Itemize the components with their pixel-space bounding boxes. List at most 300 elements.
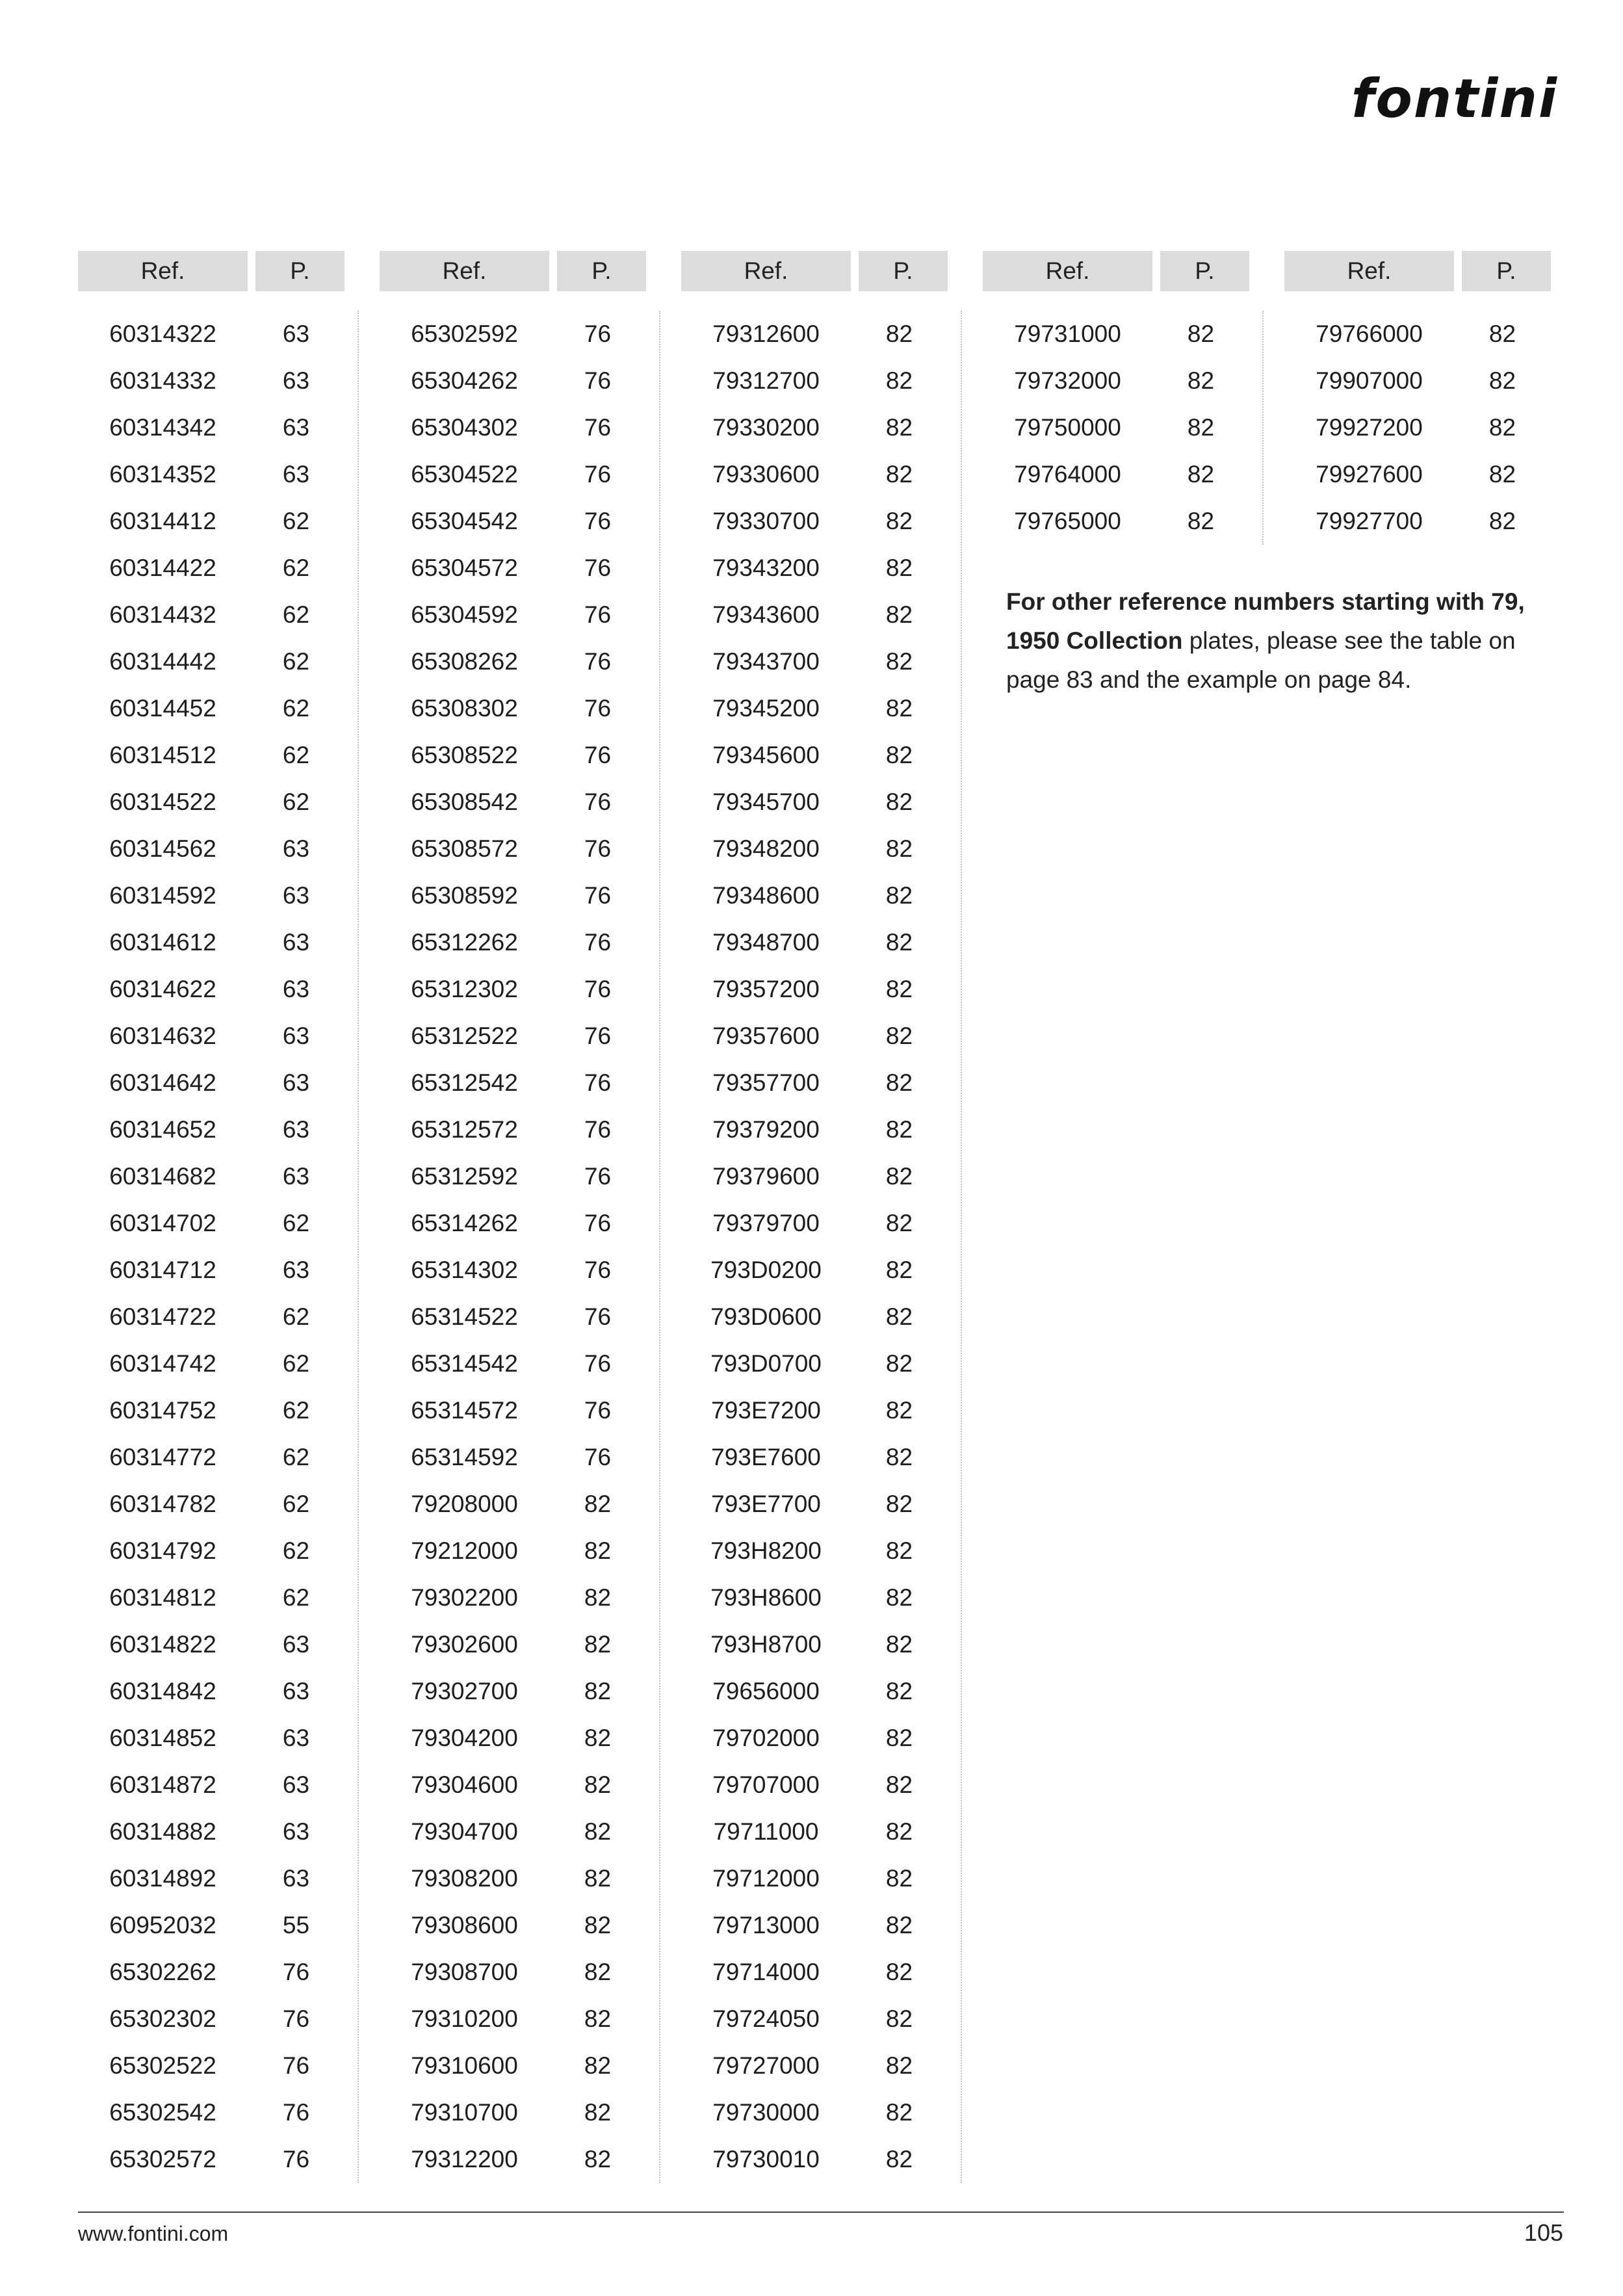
ref-number: 60314422 (109, 554, 216, 581)
ref-number: 60314752 (109, 1397, 216, 1424)
table-row (78, 685, 344, 732)
ref-number: 79330700 (712, 508, 820, 534)
table-row (681, 2042, 948, 2089)
table-header (380, 251, 646, 291)
page-ref: 63 (282, 929, 310, 956)
ref-number: 60314792 (109, 1537, 216, 1564)
ref-number: 79308700 (411, 1959, 518, 1985)
table-row (380, 1481, 646, 1528)
page-ref: 82 (885, 882, 913, 909)
ref-number: 79302600 (411, 1631, 518, 1658)
header-page: P. (557, 251, 646, 291)
table-row (681, 732, 948, 779)
table-row (78, 1060, 344, 1106)
page-ref: 82 (1187, 508, 1215, 534)
table-row (681, 1574, 948, 1621)
table-row (681, 1013, 948, 1060)
ref-number: 60314722 (109, 1303, 216, 1330)
table-row (380, 358, 646, 404)
ref-number: 79343600 (712, 601, 820, 628)
ref-number: 79766000 (1316, 320, 1423, 347)
page-ref: 82 (885, 1257, 913, 1283)
table-body (983, 311, 1249, 545)
header-ref: Ref. (681, 251, 851, 291)
page-ref: 76 (584, 1210, 612, 1236)
page-ref: 82 (584, 1771, 612, 1798)
page-ref: 76 (584, 1257, 612, 1283)
ref-number: 60314432 (109, 601, 216, 628)
ref-number: 79310700 (411, 2099, 518, 2126)
ref-number: 60314322 (109, 320, 216, 347)
table-row (1284, 498, 1551, 545)
table-body (380, 311, 646, 2183)
ref-number: 65304572 (411, 554, 518, 581)
page-ref: 82 (885, 789, 913, 815)
table-row (681, 966, 948, 1013)
page-ref: 82 (584, 2052, 612, 2079)
page-number: 105 (1524, 2219, 1563, 2246)
ref-number: 60314742 (109, 1350, 216, 1377)
header-page: P. (1160, 251, 1249, 291)
ref-number: 65302522 (109, 2052, 216, 2079)
table-row (681, 1715, 948, 1762)
page-ref: 62 (282, 1303, 310, 1330)
ref-number: 65302572 (109, 2146, 216, 2172)
page-ref: 76 (282, 2146, 310, 2172)
ref-number: 79713000 (712, 1912, 820, 1938)
table-row (681, 545, 948, 592)
table-row (380, 1855, 646, 1902)
table-row (380, 1387, 646, 1434)
ref-number: 79208000 (411, 1491, 518, 1517)
ref-number: 793D0600 (710, 1303, 822, 1330)
table-row (983, 311, 1249, 358)
table-row (983, 498, 1249, 545)
page-ref: 76 (584, 1350, 612, 1377)
table-row (380, 1668, 646, 1715)
page-ref: 63 (282, 461, 310, 488)
table-row (681, 685, 948, 732)
ref-number: 60314442 (109, 648, 216, 675)
page-ref: 76 (584, 1023, 612, 1049)
page-ref: 82 (885, 1069, 913, 1096)
table-row (380, 1434, 646, 1481)
page-ref: 76 (584, 929, 612, 956)
table-row (380, 2136, 646, 2183)
page-ref: 62 (282, 695, 310, 722)
table-row (78, 2042, 344, 2089)
ref-number: 65304302 (411, 414, 518, 441)
page-ref: 82 (584, 1491, 612, 1517)
table-row (380, 872, 646, 919)
ref-number: 65314522 (411, 1303, 518, 1330)
table-row (78, 1668, 344, 1715)
page-ref: 82 (1187, 367, 1215, 394)
table-row (380, 1902, 646, 1949)
table-row (78, 1574, 344, 1621)
table-row (681, 872, 948, 919)
ref-number: 79343200 (712, 554, 820, 581)
ref-number: 60314562 (109, 835, 216, 862)
page-ref: 82 (885, 1537, 913, 1564)
table-row (78, 404, 344, 451)
table-row (78, 1340, 344, 1387)
table-row (681, 1340, 948, 1387)
table-row (681, 1060, 948, 1106)
ref-number: 65314542 (411, 1350, 518, 1377)
table-row (681, 498, 948, 545)
ref-column-3 (681, 251, 948, 2183)
ref-number: 65312262 (411, 929, 518, 956)
table-row (380, 732, 646, 779)
page-ref: 82 (1187, 320, 1215, 347)
ref-number: 60314892 (109, 1865, 216, 1892)
table-header (983, 251, 1249, 291)
table-row (78, 1762, 344, 1808)
table-row (78, 966, 344, 1013)
page-ref: 63 (282, 1865, 310, 1892)
page-ref: 82 (885, 1631, 913, 1658)
page-ref: 62 (282, 789, 310, 815)
ref-number: 60314522 (109, 789, 216, 815)
ref-number: 60314642 (109, 1069, 216, 1096)
ref-number: 79750000 (1014, 414, 1121, 441)
page-ref: 82 (885, 2099, 913, 2126)
page-ref: 82 (885, 1116, 913, 1143)
ref-column-2 (380, 251, 646, 2183)
ref-number: 60314412 (109, 508, 216, 534)
ref-number: 79379200 (712, 1116, 820, 1143)
page-ref: 76 (584, 1397, 612, 1424)
table-row (380, 592, 646, 638)
header-ref: Ref. (380, 251, 549, 291)
page-ref: 62 (282, 1444, 310, 1470)
ref-number: 79304700 (411, 1818, 518, 1845)
ref-number: 793H8200 (710, 1537, 822, 1564)
ref-number: 65314262 (411, 1210, 518, 1236)
page-ref: 55 (282, 1912, 310, 1938)
page-ref: 76 (584, 882, 612, 909)
table-row (380, 1621, 646, 1668)
page-ref: 82 (885, 1023, 913, 1049)
page-ref: 62 (282, 1537, 310, 1564)
table-row (681, 311, 948, 358)
ref-number: 79348600 (712, 882, 820, 909)
table-row (681, 1949, 948, 1996)
ref-number: 79927200 (1316, 414, 1423, 441)
header-page: P. (859, 251, 948, 291)
page-ref: 82 (885, 1350, 913, 1377)
ref-number: 793E7600 (711, 1444, 821, 1470)
page-ref: 82 (584, 1959, 612, 1985)
table-row (380, 498, 646, 545)
ref-number: 79656000 (712, 1678, 820, 1704)
table-row (380, 1200, 646, 1247)
ref-number: 60314702 (109, 1210, 216, 1236)
ref-number: 79302700 (411, 1678, 518, 1704)
page-ref: 82 (584, 2005, 612, 2032)
page-ref: 82 (584, 1912, 612, 1938)
page-ref: 82 (584, 2099, 612, 2126)
ref-number: 65304542 (411, 508, 518, 534)
ref-number: 65312572 (411, 1116, 518, 1143)
ref-number: 79357200 (712, 976, 820, 1002)
ref-number: 79330600 (712, 461, 820, 488)
ref-number: 79212000 (411, 1537, 518, 1564)
table-row (380, 1106, 646, 1153)
ref-number: 60314652 (109, 1116, 216, 1143)
footer-url[interactable]: www.fontini.com (78, 2222, 229, 2245)
table-row (78, 1106, 344, 1153)
table-row (681, 2089, 948, 2136)
page-ref: 82 (885, 1584, 913, 1611)
brand-logo: fontini (1351, 68, 1558, 130)
ref-number: 65302262 (109, 1959, 216, 1985)
table-row (380, 919, 646, 966)
table-row (78, 2136, 344, 2183)
ref-number: 79345200 (712, 695, 820, 722)
ref-number: 79312600 (712, 320, 820, 347)
ref-number: 60314852 (109, 1725, 216, 1751)
table-row (681, 1996, 948, 2042)
table-row (78, 1013, 344, 1060)
table-row (681, 1621, 948, 1668)
table-row (78, 1996, 344, 2042)
table-row (380, 2089, 646, 2136)
table-body (78, 311, 344, 2183)
ref-number: 793D0700 (710, 1350, 822, 1377)
table-row (681, 358, 948, 404)
ref-number: 60314452 (109, 695, 216, 722)
ref-number: 60314622 (109, 976, 216, 1002)
ref-number: 79357700 (712, 1069, 820, 1096)
table-row (1284, 358, 1551, 404)
ref-number: 65308302 (411, 695, 518, 722)
table-row (380, 685, 646, 732)
page-ref: 63 (282, 1678, 310, 1704)
page-ref: 82 (885, 1303, 913, 1330)
page-ref: 82 (885, 2146, 913, 2172)
page-ref: 63 (282, 1069, 310, 1096)
table-header (78, 251, 344, 291)
page-ref: 82 (885, 742, 913, 768)
table-row (380, 1949, 646, 1996)
table-row (78, 1808, 344, 1855)
table-body (1284, 311, 1551, 545)
ref-column-4 (983, 251, 1249, 545)
table-row (380, 1996, 646, 2042)
table-row (681, 1153, 948, 1200)
header-page: P. (1462, 251, 1551, 291)
header-ref: Ref. (983, 251, 1152, 291)
page-ref: 76 (584, 1303, 612, 1330)
page-ref: 82 (1187, 414, 1215, 441)
ref-number: 60314632 (109, 1023, 216, 1049)
page-ref: 76 (282, 2052, 310, 2079)
ref-number: 79765000 (1014, 508, 1121, 534)
page-ref: 82 (885, 1444, 913, 1470)
ref-number: 65312542 (411, 1069, 518, 1096)
table-row (681, 1855, 948, 1902)
table-row (681, 826, 948, 872)
ref-number: 79302200 (411, 1584, 518, 1611)
page-ref: 82 (885, 1163, 913, 1190)
table-row (78, 2089, 344, 2136)
page-ref: 62 (282, 1584, 310, 1611)
page-ref: 76 (584, 601, 612, 628)
ref-number: 79312700 (712, 367, 820, 394)
page-ref: 82 (885, 461, 913, 488)
page-ref: 76 (584, 976, 612, 1002)
table-row (681, 919, 948, 966)
table-row (78, 1855, 344, 1902)
table-row (681, 1808, 948, 1855)
table-row (78, 1200, 344, 1247)
table-row (1284, 404, 1551, 451)
table-row (78, 311, 344, 358)
page-ref: 76 (282, 2005, 310, 2032)
page-ref: 62 (282, 648, 310, 675)
table-row (380, 2042, 646, 2089)
ref-number: 60314352 (109, 461, 216, 488)
table-header (681, 251, 948, 291)
page-ref: 63 (282, 414, 310, 441)
table-row (380, 1528, 646, 1574)
page-ref: 82 (885, 929, 913, 956)
page-ref: 76 (584, 367, 612, 394)
ref-number: 79702000 (712, 1725, 820, 1751)
ref-number: 79308200 (411, 1865, 518, 1892)
table-row (78, 1902, 344, 1949)
ref-number: 79730010 (712, 2146, 820, 2172)
table-row (681, 404, 948, 451)
table-row (380, 545, 646, 592)
table-row (983, 358, 1249, 404)
ref-number: 79357600 (712, 1023, 820, 1049)
ref-number: 65304262 (411, 367, 518, 394)
ref-number: 65308592 (411, 882, 518, 909)
page-ref: 62 (282, 742, 310, 768)
page-ref: 76 (584, 414, 612, 441)
table-row (78, 1387, 344, 1434)
ref-number: 79343700 (712, 648, 820, 675)
ref-number: 79310200 (411, 2005, 518, 2032)
ref-number: 793H8700 (710, 1631, 822, 1658)
page-ref: 82 (885, 1865, 913, 1892)
ref-number: 793E7700 (711, 1491, 821, 1517)
header-page: P. (255, 251, 344, 291)
table-row (681, 1387, 948, 1434)
ref-number: 793E7200 (711, 1397, 821, 1424)
page-ref: 76 (584, 1163, 612, 1190)
page-ref: 82 (885, 1678, 913, 1704)
ref-number: 79927700 (1316, 508, 1423, 534)
page-ref: 82 (1488, 508, 1516, 534)
page-ref: 76 (584, 789, 612, 815)
table-row (78, 732, 344, 779)
table-row (380, 779, 646, 826)
page-ref: 82 (885, 1818, 913, 1845)
ref-number: 65314572 (411, 1397, 518, 1424)
ref-column-1 (78, 251, 344, 2183)
page-ref: 63 (282, 835, 310, 862)
page-ref: 76 (584, 554, 612, 581)
table-row (380, 1808, 646, 1855)
ref-number: 65308572 (411, 835, 518, 862)
ref-number: 65304592 (411, 601, 518, 628)
page-ref: 63 (282, 1631, 310, 1658)
page-ref: 76 (584, 1116, 612, 1143)
table-body (681, 311, 948, 2183)
ref-number: 793D0200 (710, 1257, 822, 1283)
ref-number: 79712000 (712, 1865, 820, 1892)
table-row (78, 638, 344, 685)
table-row (78, 826, 344, 872)
page-ref: 62 (282, 508, 310, 534)
ref-column-5 (1284, 251, 1551, 545)
page-ref: 82 (885, 1210, 913, 1236)
table-row (78, 498, 344, 545)
page-ref: 82 (885, 648, 913, 675)
table-row (681, 1434, 948, 1481)
page-ref: 82 (885, 695, 913, 722)
ref-number: 79310600 (411, 2052, 518, 2079)
page-ref: 76 (584, 1444, 612, 1470)
table-row (380, 1294, 646, 1340)
page-ref: 63 (282, 1163, 310, 1190)
table-row (380, 404, 646, 451)
page-ref: 82 (885, 835, 913, 862)
ref-number: 65314592 (411, 1444, 518, 1470)
ref-number: 79308600 (411, 1912, 518, 1938)
table-row (380, 966, 646, 1013)
table-row (380, 1153, 646, 1200)
page-ref: 82 (584, 2146, 612, 2172)
page-ref: 63 (282, 882, 310, 909)
table-row (681, 1200, 948, 1247)
page-ref: 82 (885, 976, 913, 1002)
note-bold-1: For other reference numbers starting with 79, (1006, 588, 1525, 615)
table-row (681, 1294, 948, 1340)
table-row (1284, 451, 1551, 498)
ref-number: 79304600 (411, 1771, 518, 1798)
table-row (78, 919, 344, 966)
ref-number: 79907000 (1316, 367, 1423, 394)
ref-number: 79764000 (1014, 461, 1121, 488)
table-row (983, 451, 1249, 498)
ref-number: 60314882 (109, 1818, 216, 1845)
page-ref: 82 (885, 367, 913, 394)
table-row (380, 638, 646, 685)
page-ref: 76 (584, 648, 612, 675)
page-ref: 82 (885, 1725, 913, 1751)
ref-number: 60314592 (109, 882, 216, 909)
page-ref: 82 (1488, 461, 1516, 488)
page-ref: 82 (885, 320, 913, 347)
table-row (1284, 311, 1551, 358)
table-row (681, 1902, 948, 1949)
table-row (681, 1247, 948, 1294)
ref-number: 65312302 (411, 976, 518, 1002)
page-ref: 62 (282, 601, 310, 628)
table-row (983, 404, 1249, 451)
table-row (681, 1668, 948, 1715)
page-ref: 63 (282, 1771, 310, 1798)
table-row (78, 1434, 344, 1481)
ref-number: 65302302 (109, 2005, 216, 2032)
ref-number: 79732000 (1014, 367, 1121, 394)
ref-number: 60314612 (109, 929, 216, 956)
